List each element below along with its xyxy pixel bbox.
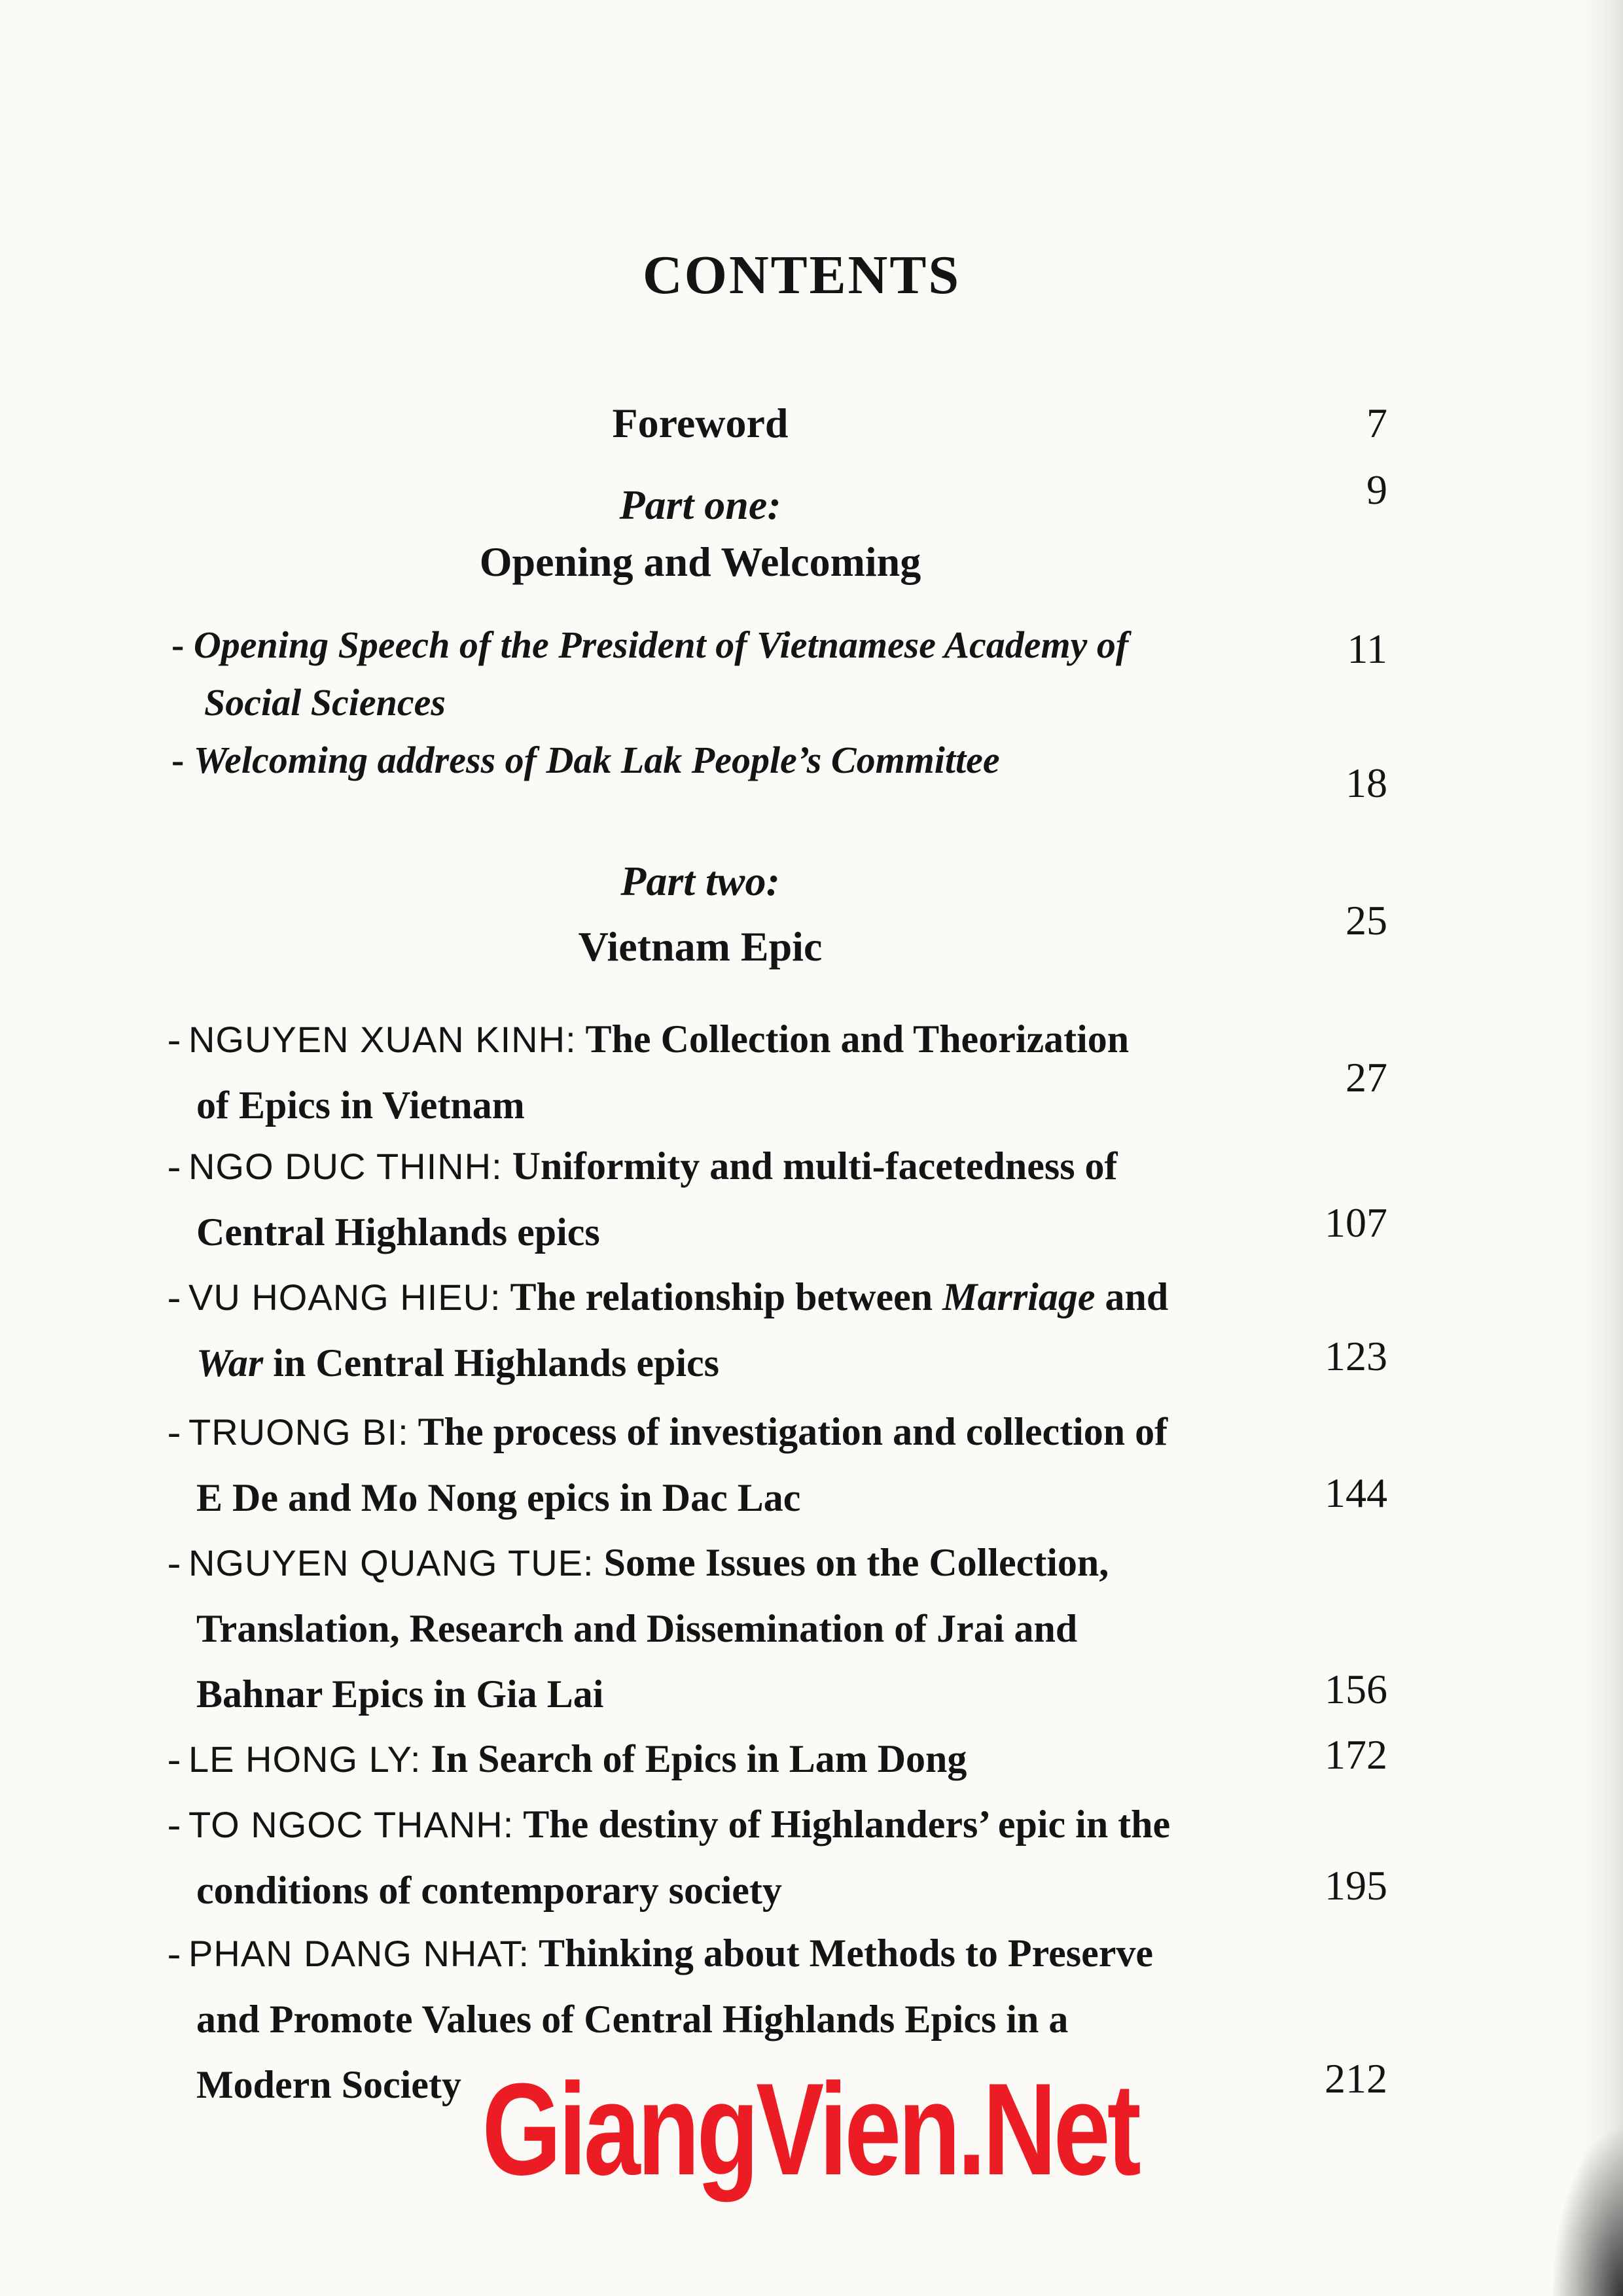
entry-author: NGUYEN XUAN KINH: (188, 1019, 577, 1060)
entry-title-cont: and Promote Values of Central Highlands Epics in a (196, 1998, 1069, 2041)
entry-page: 212 (1325, 2055, 1387, 2102)
entry-title-cont: in Central Highlands epics (273, 1341, 720, 1385)
entry-title-cont: Bahnar Epics in Gia Lai (196, 1672, 604, 1716)
entry-author: LE HONG LY: (188, 1739, 421, 1780)
entry-title: Opening Speech of the President of Vietnamese Academy of (193, 624, 1129, 666)
toc-entry: - TRUONG BI: The process of investigation and collection of E De and Mo Nong epics in Dac Lac (168, 1399, 1274, 1530)
entry-page: 144 (1325, 1470, 1387, 1516)
entry-title: Welcoming address of Dak Lak People’s Committee (193, 739, 1000, 781)
toc-entry: - NGUYEN QUANG TUE: Some Issues on the Collection, Translation, Research and Dissemination of Jrai and Bahnar Epics in Gia Lai (168, 1530, 1274, 1727)
entry-author: NGO DUC THINH: (188, 1146, 503, 1187)
foreword-page: 7 (1366, 400, 1387, 446)
part-two-title: Vietnam Epic (578, 923, 823, 970)
entry-page: 156 (1325, 1666, 1387, 1712)
toc-entry: - LE HONG LY: In Search of Epics in Lam Dong (168, 1737, 967, 1780)
entry-title: In Search of Epics in Lam Dong (431, 1737, 967, 1780)
page-corner-shadow (1551, 2126, 1623, 2296)
entry-title-cont: Modern Society (196, 2063, 461, 2106)
entry-title: The relationship between (510, 1275, 933, 1318)
entry-title: The process of investigation and collection of (418, 1410, 1168, 1453)
entry-title: Uniformity and multi-facetedness of (512, 1144, 1118, 1188)
entry-author: TO NGOC THANH: (188, 1804, 514, 1845)
part-one-title: Opening and Welcoming (479, 539, 921, 585)
toc-entry: - VU HOANG HIEU: The relationship between Marriage and War in Central Highlands epics (168, 1275, 1169, 1385)
contents-heading: CONTENTS (642, 245, 961, 306)
entry-title-cont: of Epics in Vietnam (196, 1084, 525, 1127)
part-one-label: Part one: (619, 482, 781, 528)
entry-title-cont: conditions of contemporary society (196, 1869, 782, 1912)
entry-title-cont: E De and Mo Nong epics in Dac Lac (196, 1476, 801, 1519)
toc-entry: - NGO DUC THINH: Uniformity and multi-facetedness of Central Highlands epics (168, 1133, 1274, 1265)
entry-page: 18 (1346, 760, 1387, 806)
entry-title-italic: Marriage (942, 1275, 1096, 1318)
entry-title-italic: War (196, 1341, 264, 1385)
toc-entry: - PHAN DANG NHAT: Thinking about Methods to Preserve and Promote Values of Central Highlands Epics in a Modern Society (168, 1920, 1274, 2117)
entry-title: and (1105, 1275, 1169, 1318)
toc-entry: - NGUYEN XUAN KINH: The Collection and Theorization of Epics in Vietnam (168, 1006, 1274, 1138)
entry-author: NGUYEN QUANG TUE: (188, 1542, 594, 1583)
entry-title-cont: Central Highlands epics (196, 1210, 600, 1254)
page-edge-shadow (1577, 0, 1623, 2296)
watermark-logo: GiangVien.Net (482, 2057, 1139, 2202)
toc-entry: - Opening Speech of the President of Vietnamese Academy of Social Sciences (171, 616, 1284, 732)
toc-entry: - TO NGOC THANH: The destiny of Highlanders’ epic in the conditions of contemporary society (168, 1792, 1274, 1923)
foreword-label: Foreword (612, 400, 789, 446)
entry-page: 123 (1325, 1333, 1387, 1379)
entry-title-cont: Social Sciences (204, 681, 446, 724)
part-two-label: Part two: (620, 858, 780, 904)
part-two-page: 25 (1346, 897, 1387, 944)
entry-title: Thinking about Methods to Preserve (539, 1932, 1153, 1975)
entry-title: The destiny of Highlanders’ epic in the (523, 1803, 1171, 1846)
part-one-page: 9 (1366, 467, 1387, 513)
entry-title-cont: Translation, Research and Dissemination of Jrai and (196, 1607, 1078, 1650)
entry-page: 107 (1325, 1199, 1387, 1246)
entry-page: 27 (1346, 1054, 1387, 1101)
entry-page: 195 (1325, 1862, 1387, 1909)
entry-author: TRUONG BI: (188, 1411, 409, 1453)
entry-title: Some Issues on the Collection, (603, 1541, 1109, 1584)
entry-page: 11 (1347, 626, 1387, 672)
entry-author: VU HOANG HIEU: (188, 1277, 501, 1318)
toc-entry: - Welcoming address of Dak Lak People’s Committee (171, 739, 1000, 781)
entry-page: 172 (1325, 1731, 1387, 1778)
entry-author: PHAN DANG NHAT: (188, 1933, 530, 1974)
entry-title: The Collection and Theorization (585, 1017, 1130, 1061)
